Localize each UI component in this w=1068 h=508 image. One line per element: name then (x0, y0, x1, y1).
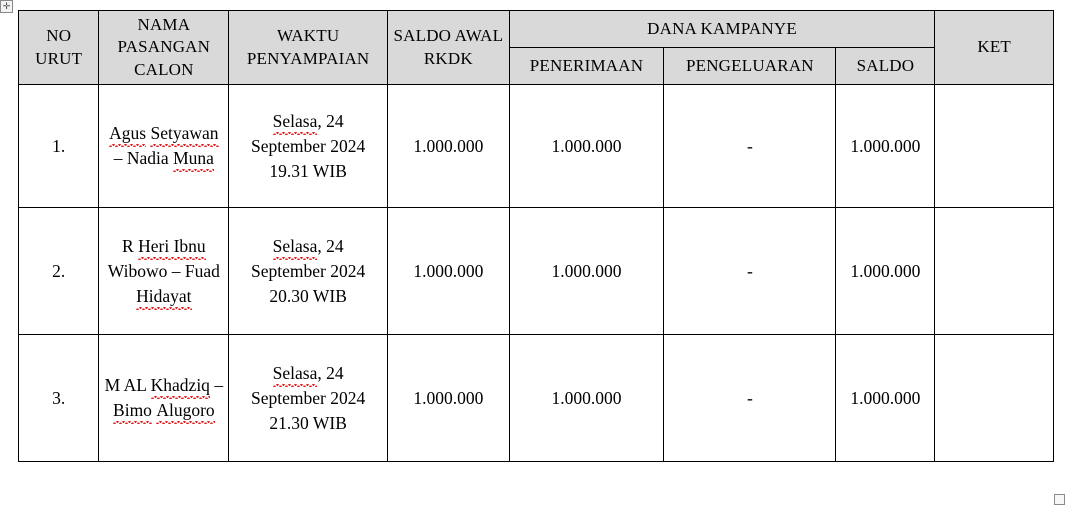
header-waktu-penyampaian: WAKTU PENYAMPAIAN (229, 11, 388, 85)
plain-text: , 24 September 2024 20.30 WIB (251, 236, 366, 306)
spellcheck-text: Heri Ibnu (138, 234, 206, 259)
cell-no-urut: 2. (19, 208, 99, 335)
plain-text: – (113, 148, 127, 169)
plain-text: , 24 September 2024 19.31 WIB (251, 111, 366, 181)
cell-ket (935, 85, 1054, 208)
table-row (19, 208, 1054, 335)
plain-text: Wibowo – Fuad (107, 260, 220, 281)
cell-saldo-awal-rkdk: 1.000.000 (388, 85, 510, 208)
spellcheck-text: Hidayat (136, 284, 191, 309)
cell-saldo: 1.000.000 (836, 208, 935, 335)
header-no-urut: NO URUT (19, 11, 99, 85)
cell-penerimaan: 1.000.000 (509, 335, 664, 462)
table-row (19, 85, 1054, 208)
cell-pengeluaran: - (664, 85, 836, 208)
cell-waktu-penyampaian (229, 335, 388, 462)
cell-no-urut: 3. (19, 335, 99, 462)
header-pengeluaran: PENGELUARAN (664, 48, 836, 85)
campaign-funds-table (18, 10, 1054, 462)
cell-saldo-awal-rkdk: 1.000.000 (388, 335, 510, 462)
table-header-row-1 (19, 11, 1054, 48)
cell-pengeluaran: - (664, 335, 836, 462)
plain-text: Nadia (126, 148, 174, 169)
spellcheck-text: Agus (109, 121, 146, 146)
campaign-funds-table-wrapper (18, 10, 1054, 462)
header-nama-pasangan-calon: NAMA PASANGAN CALON (99, 11, 229, 85)
spellcheck-text: Khadziq (151, 373, 210, 398)
cell-pengeluaran: - (664, 208, 836, 335)
spellcheck-text: Setyawan (150, 121, 218, 146)
spellcheck-text: Alugoro (156, 398, 214, 423)
header-ket: KET (935, 11, 1054, 85)
plain-text: – (209, 375, 224, 396)
cell-nama-pasangan-calon (99, 208, 229, 335)
cell-penerimaan: 1.000.000 (509, 85, 664, 208)
table-body (19, 85, 1054, 462)
cell-saldo-awal-rkdk: 1.000.000 (388, 208, 510, 335)
table-move-handle[interactable]: ✛ (0, 0, 13, 13)
header-saldo-awal-rkdk: SALDO AWAL RKDK (388, 11, 510, 85)
cell-nama-pasangan-calon (99, 85, 229, 208)
spellcheck-text: Selasa (273, 109, 318, 134)
cell-waktu-penyampaian (229, 208, 388, 335)
plain-text: M AL (104, 375, 151, 396)
table-header (19, 11, 1054, 85)
plain-text: , 24 September 2024 21.30 WIB (251, 363, 366, 433)
spellcheck-text: Muna (173, 146, 214, 171)
cell-ket (935, 208, 1054, 335)
header-dana-kampanye: DANA KAMPANYE (509, 11, 935, 48)
cell-no-urut: 1. (19, 85, 99, 208)
cell-ket (935, 335, 1054, 462)
cell-nama-pasangan-calon (99, 335, 229, 462)
cell-saldo: 1.000.000 (836, 335, 935, 462)
spellcheck-text: Selasa (273, 361, 318, 386)
plain-text: R (122, 236, 139, 257)
cell-waktu-penyampaian (229, 85, 388, 208)
header-penerimaan: PENERIMAAN (509, 48, 664, 85)
table-resize-handle[interactable] (1054, 494, 1065, 505)
spellcheck-text: Bimo (113, 398, 152, 423)
header-saldo: SALDO (836, 48, 935, 85)
table-row (19, 335, 1054, 462)
cell-penerimaan: 1.000.000 (509, 208, 664, 335)
cell-saldo: 1.000.000 (836, 85, 935, 208)
spellcheck-text: Selasa (273, 234, 318, 259)
